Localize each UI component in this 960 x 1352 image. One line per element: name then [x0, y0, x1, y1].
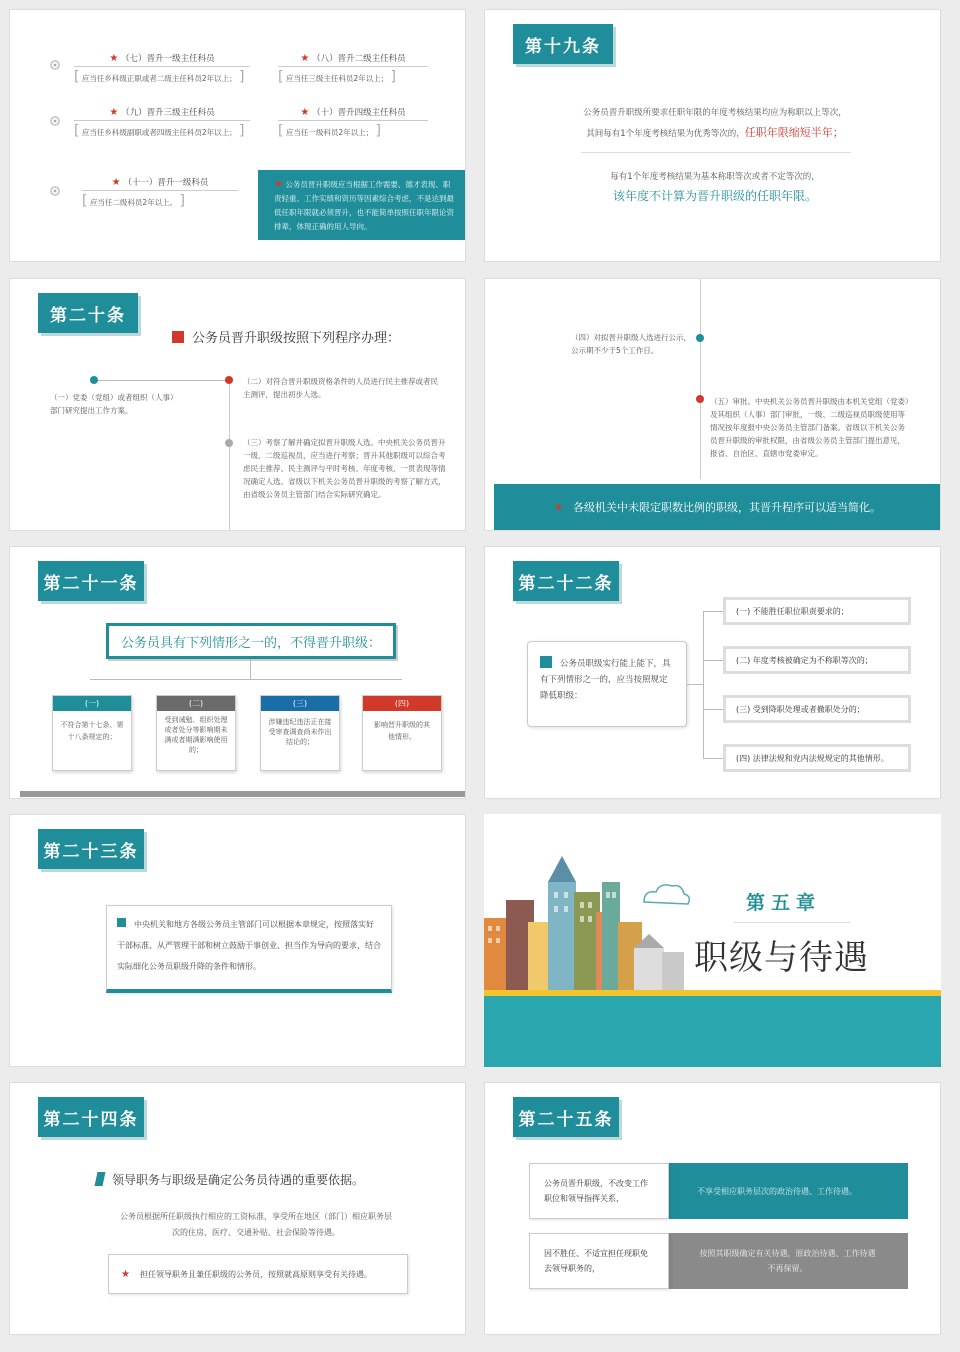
body-text: 中央机关和地方各级公务员主管部门可以根据本章规定，按照落实好干部标准、从严管理干部和树立鼓励干事创业、担当作为导向的要求，结合实际细化公务员职级升降的条件和情形。	[117, 920, 381, 971]
item-9: ★ （九）晋升三级主任科员 [ 应当任乡科级副职或者四级主任科员2年以上； ]	[74, 106, 250, 139]
timeline-line-v	[700, 279, 701, 479]
step-4: （四）对拟晋升职级人选进行公示，公示期不少于5个工作日。	[571, 333, 691, 355]
slide-title: 第二十一条	[38, 561, 144, 601]
bracket-line	[703, 611, 704, 759]
card-label: (一)	[53, 696, 131, 711]
slide-6	[484, 546, 941, 799]
note-text: 公务员晋升职级应当根据工作需要、德才表现、职责轻重、工作实绩和资历等因素综合考虑，不是达到最低任职年限就必须晋升，也不能简单按照任职年限论资排辈，体现正确的用人导向。	[274, 180, 454, 231]
city-illustration	[484, 852, 694, 997]
card-3	[260, 695, 340, 771]
timeline-line-v	[229, 380, 230, 530]
main-text: 公务员职级实行能上能下，具有下列情形之一的，应当按照规定降低职级：	[540, 659, 671, 701]
teal-band	[484, 996, 941, 1067]
heading-text: 领导职务与职级是确定公务员待遇的重要依据。	[112, 1173, 365, 1187]
row-text: 不享受相应职务层次的政治待遇、工作待遇。	[697, 1186, 857, 1196]
line-2a: 其间每有1个年度考核结果为优秀等次的，	[586, 129, 745, 139]
timeline-line	[94, 380, 230, 381]
slide-title: 第十九条	[513, 24, 613, 64]
parallelogram-icon	[95, 1172, 106, 1186]
reason-2	[723, 646, 911, 674]
reason-text: (一) 不能胜任职位职责要求的；	[736, 606, 849, 616]
radio-icon	[50, 116, 60, 126]
slide-title: 第二十条	[38, 293, 138, 333]
row-1-right	[667, 1163, 908, 1219]
branch	[703, 709, 723, 710]
card-text: 受到诫勉、组织处理或者处分等影响期未满或者期满影响使用的；	[164, 716, 228, 754]
star-icon: ★	[109, 53, 119, 64]
dot-gray	[225, 439, 233, 447]
branch	[703, 758, 723, 759]
star-icon: ★	[554, 501, 563, 513]
slide-title: 第二十五条	[513, 1097, 619, 1137]
body-text: 公务员根据所任职级执行相应的工资标准，享受所在地区（部门）相应职务层次的住房、医疗、交通补贴、社会保险等待遇。	[120, 1212, 392, 1237]
slide-10	[484, 1082, 941, 1335]
card-4	[362, 695, 442, 771]
heading	[96, 1171, 364, 1188]
branch	[703, 660, 723, 661]
item-title: （九）晋升三级主任科员	[121, 108, 215, 118]
banner-text: 各级机关中未限定职数比例的职级，其晋升程序可以适当简化。	[572, 501, 881, 514]
dot-teal	[90, 376, 98, 384]
square-icon	[117, 918, 126, 927]
row-text: 公务员晋升职级，不改变工作职位和领导指挥关系，	[544, 1179, 648, 1203]
row-2-left	[529, 1233, 669, 1289]
step-2: （二）对符合晋升职级资格条件的人员进行民主推荐或者民主测评，提出初步人选。	[243, 377, 438, 399]
star-icon: ★	[109, 107, 119, 118]
line-3: 每有1个年度考核结果为基本称职等次或者不定等次的，	[610, 172, 820, 182]
branch	[703, 611, 723, 612]
card-label: (四)	[363, 696, 441, 711]
bracket-tick	[687, 684, 703, 685]
chapter-number: 第五章	[746, 892, 822, 914]
slide-3	[9, 278, 466, 531]
divider	[581, 152, 851, 153]
star-icon: ★	[274, 179, 283, 190]
slide-4	[484, 278, 941, 531]
card-text: 涉嫌违纪违法正在接受审查调查尚未作出结论的；	[268, 718, 332, 746]
item-title: （十）晋升四级主任科员	[312, 108, 406, 118]
bottom-bar	[20, 791, 466, 797]
connector	[250, 659, 251, 679]
square-icon	[540, 656, 552, 668]
row-2-right	[667, 1233, 908, 1289]
radio-icon	[50, 186, 60, 196]
star-icon: ★	[300, 53, 310, 64]
item-text: 应当任一级科员2年以上；	[285, 128, 374, 137]
chapter-name: 职级与待遇	[694, 938, 869, 978]
item-title: （七）晋升一级主任科员	[121, 54, 215, 64]
card-label: (三)	[261, 696, 339, 711]
reason-4	[723, 744, 911, 772]
line-1: 公务员晋升职级所要求任职年限的年度考核结果均应为称职以上等次，	[583, 108, 847, 118]
dot-red	[225, 376, 233, 384]
slide-title: 第二十二条	[513, 561, 619, 601]
reason-text: (四) 法律法规和党内法规规定的其他情形。	[736, 753, 889, 763]
step-1: （一）党委（党组）或者组织（人事）部门研究提出工作方案。	[50, 393, 178, 415]
star-icon: ★	[300, 107, 310, 118]
step-3: （三）考察了解并确定拟晋升职级人选。中央机关公务员晋升一级、二级巡视员，应当进行考察；晋升其他职级可以综合考虑民主推荐、民主测评与平时考核、年度考核、一贯表现等情况确定人选。省级以下机关公务员晋升职级的考察了解方式，由省级公务员主管部门结合实际研究确定。	[243, 438, 446, 499]
item-title: （十一）晋升一级科员	[123, 178, 209, 188]
item-7: ★ （七）晋升一级主任科员 [ 应当任乡科级正职或者二级主任科员2年以上； ]	[74, 52, 250, 85]
slide-1	[9, 9, 466, 262]
item-11: ★ （十一）晋升一级科员 [ 应当任二级科员2年以上。 ]	[82, 176, 238, 209]
heading-text: 公务员晋升职级按照下列程序办理：	[192, 331, 401, 346]
row-text: 因不胜任、不适宜担任现职免去领导职务的，	[544, 1249, 648, 1273]
card-label: (二)	[157, 696, 235, 711]
note-box	[108, 1254, 408, 1294]
rule-text-2	[545, 168, 885, 206]
chapter-divider	[734, 922, 850, 923]
note-box	[258, 170, 466, 240]
heading-box	[106, 623, 396, 659]
item-8: ★ （八）晋升二级主任科员 [ 应当任三级主任科员2年以上； ]	[278, 52, 428, 85]
banner	[494, 484, 941, 530]
line-4: 该年度不计算为晋升职级的任职年限。	[612, 189, 817, 203]
heading	[172, 327, 400, 346]
card-text: 影响晋升职级的其他情形。	[374, 721, 430, 741]
row-1-left	[529, 1163, 669, 1219]
card-1	[52, 695, 132, 771]
radio-icon	[50, 60, 60, 70]
reason-text: (二) 年度考核被确定为不称职等次的；	[736, 655, 873, 665]
star-icon: ★	[111, 177, 121, 188]
card-2	[156, 695, 236, 771]
step-5: （五）审批。中央机关公务员晋升职级由本机关党组（党委）及其组织（人事）部门审批，一级、二级巡视员职级使用等情况按年度报中央公务员主管部门备案。省级以下机关公务员晋升职级的审批权限，由省级公务员主管部门提出意见，报省、自治区、直辖市党委审定。	[710, 397, 909, 458]
item-text: 应当任乡科级副职或者四级主任科员2年以上；	[81, 128, 237, 137]
line-2b: 任职年限缩短半年；	[744, 126, 844, 139]
text-box	[106, 905, 392, 993]
slide-8	[484, 814, 941, 1067]
reason-3	[723, 695, 911, 723]
dot-teal	[696, 334, 704, 342]
slide-title: 第二十四条	[38, 1097, 144, 1137]
item-text: 应当任二级科员2年以上。	[89, 198, 178, 207]
row-text: 按照其职级确定有关待遇，原政治待遇、工作待遇不再保留。	[699, 1249, 876, 1273]
slide-title: 第二十三条	[38, 829, 144, 869]
slide-9	[9, 1082, 466, 1335]
heading-text: 公务员具有下列情形之一的，不得晋升职级：	[120, 635, 381, 651]
reason-text: (三) 受到降职处理或者撤职处分的；	[736, 704, 865, 714]
dot-red	[696, 395, 704, 403]
item-text: 应当任乡科级正职或者二级主任科员2年以上；	[81, 74, 237, 83]
reason-1	[723, 597, 911, 625]
main-box	[527, 641, 687, 727]
square-icon	[172, 331, 184, 343]
slide-5	[9, 546, 466, 799]
item-text: 应当任三级主任科员2年以上；	[285, 74, 389, 83]
item-title: （八）晋升二级主任科员	[312, 54, 406, 64]
rule-text	[545, 104, 885, 144]
item-10: ★ （十）晋升四级主任科员 [ 应当任一级科员2年以上； ]	[278, 106, 428, 139]
note-text: 担任领导职务且兼任职级的公务员，按照就高原则享受有关待遇。	[139, 1269, 372, 1279]
slide-7	[9, 814, 466, 1067]
slide-2	[484, 9, 941, 262]
connector-h	[90, 679, 402, 680]
card-text: 不符合第十七条、第十八条规定的；	[60, 721, 124, 741]
star-icon: ★	[121, 1268, 130, 1280]
